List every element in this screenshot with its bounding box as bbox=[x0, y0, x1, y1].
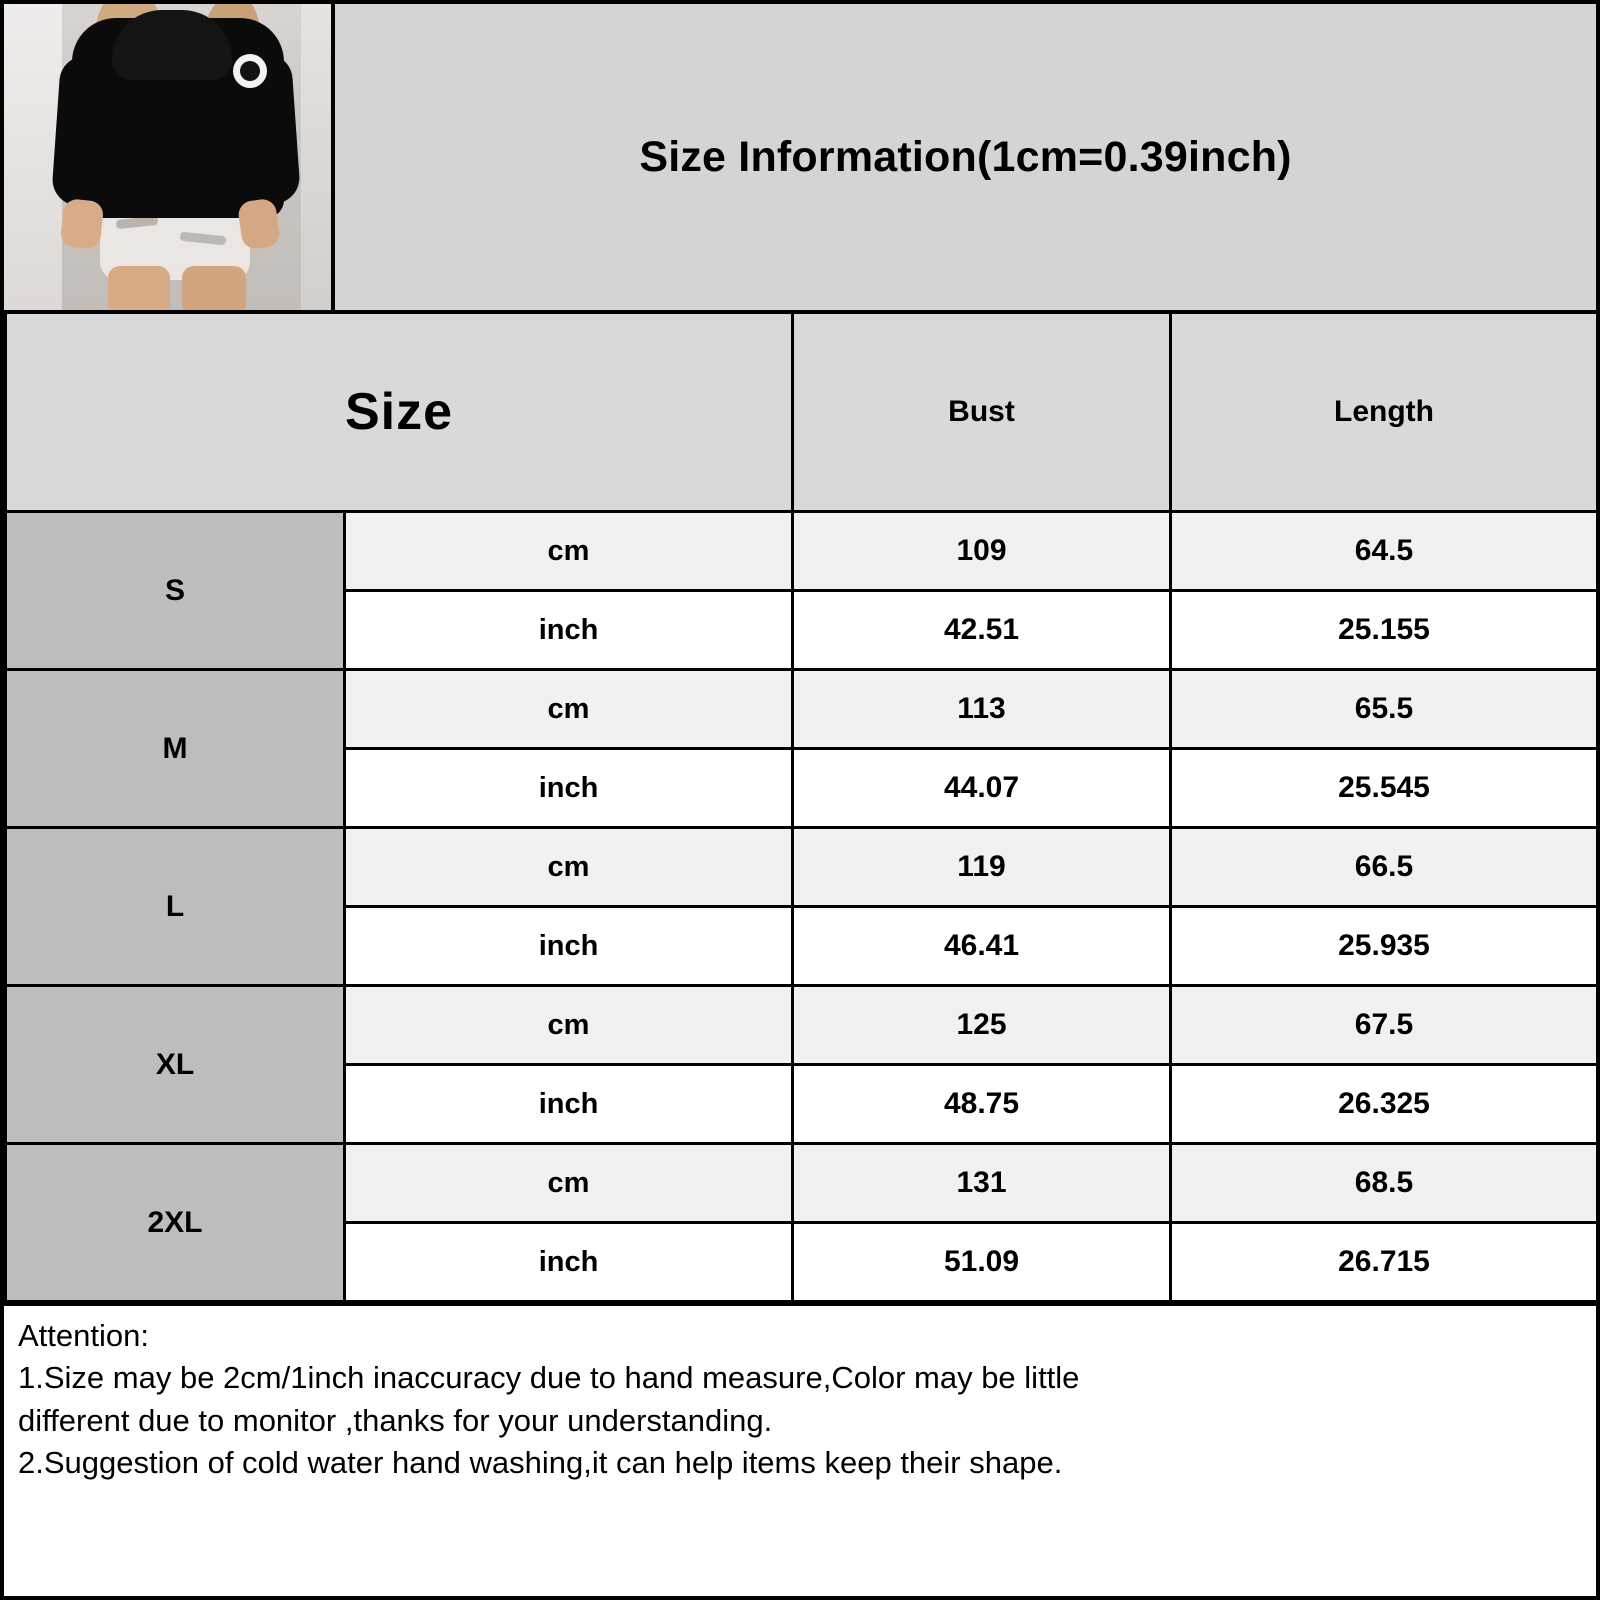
length-inch: 25.545 bbox=[1171, 749, 1598, 828]
unit-cm: cm bbox=[345, 670, 793, 749]
header-row bbox=[4, 4, 1596, 314]
unit-cm: cm bbox=[345, 828, 793, 907]
bust-cm: 119 bbox=[793, 828, 1171, 907]
table-row bbox=[6, 670, 1598, 749]
bust-cm: 113 bbox=[793, 670, 1171, 749]
length-cm: 66.5 bbox=[1171, 828, 1598, 907]
page-title: Size Information(1cm=0.39inch) bbox=[639, 132, 1292, 181]
bust-inch: 48.75 bbox=[793, 1065, 1171, 1144]
table-row bbox=[6, 512, 1598, 591]
table-row bbox=[6, 986, 1598, 1065]
table-row bbox=[6, 1144, 1598, 1223]
bust-inch: 51.09 bbox=[793, 1223, 1171, 1302]
length-cm: 64.5 bbox=[1171, 512, 1598, 591]
unit-inch: inch bbox=[345, 591, 793, 670]
size-label-l: L bbox=[6, 828, 345, 986]
model-leg-right bbox=[182, 266, 246, 310]
length-cm: 65.5 bbox=[1171, 670, 1598, 749]
attention-line-1: 1.Size may be 2cm/1inch inaccuracy due to hand measure,Color may be little bbox=[18, 1360, 1080, 1396]
table-header-row bbox=[6, 314, 1598, 512]
length-cm: 67.5 bbox=[1171, 986, 1598, 1065]
unit-cm: cm bbox=[345, 1144, 793, 1223]
size-table bbox=[4, 314, 1599, 1303]
bust-cm: 125 bbox=[793, 986, 1171, 1065]
length-inch: 26.325 bbox=[1171, 1065, 1598, 1144]
header-size: Size bbox=[6, 314, 793, 512]
title-cell bbox=[335, 4, 1596, 310]
size-label-2xl: 2XL bbox=[6, 1144, 345, 1302]
bust-inch: 42.51 bbox=[793, 591, 1171, 670]
length-inch: 26.715 bbox=[1171, 1223, 1598, 1302]
header-length: Length bbox=[1171, 314, 1598, 512]
attention-block bbox=[4, 1303, 1596, 1483]
attention-line-2: different due to monitor ,thanks for your understanding. bbox=[18, 1402, 773, 1438]
hoodie-logo-inner-icon bbox=[240, 61, 260, 81]
model-leg-left bbox=[108, 266, 170, 310]
attention-line-3: 2.Suggestion of cold water hand washing,it can help items keep their shape. bbox=[18, 1444, 1063, 1480]
model-hand-left bbox=[60, 198, 105, 250]
size-label-xl: XL bbox=[6, 986, 345, 1144]
length-inch: 25.155 bbox=[1171, 591, 1598, 670]
bust-inch: 46.41 bbox=[793, 907, 1171, 986]
unit-inch: inch bbox=[345, 1065, 793, 1144]
header-bust: Bust bbox=[793, 314, 1171, 512]
photo-wall-right bbox=[301, 4, 331, 310]
unit-cm: cm bbox=[345, 512, 793, 591]
length-inch: 25.935 bbox=[1171, 907, 1598, 986]
bust-inch: 44.07 bbox=[793, 749, 1171, 828]
unit-inch: inch bbox=[345, 907, 793, 986]
size-label-s: S bbox=[6, 512, 345, 670]
unit-cm: cm bbox=[345, 986, 793, 1065]
bust-cm: 131 bbox=[793, 1144, 1171, 1223]
bust-cm: 109 bbox=[793, 512, 1171, 591]
model-hand-right bbox=[237, 198, 281, 251]
table-row bbox=[6, 828, 1598, 907]
unit-inch: inch bbox=[345, 749, 793, 828]
size-label-m: M bbox=[6, 670, 345, 828]
length-cm: 68.5 bbox=[1171, 1144, 1598, 1223]
product-photo bbox=[4, 4, 335, 310]
unit-inch: inch bbox=[345, 1223, 793, 1302]
attention-title: Attention: bbox=[18, 1318, 149, 1353]
